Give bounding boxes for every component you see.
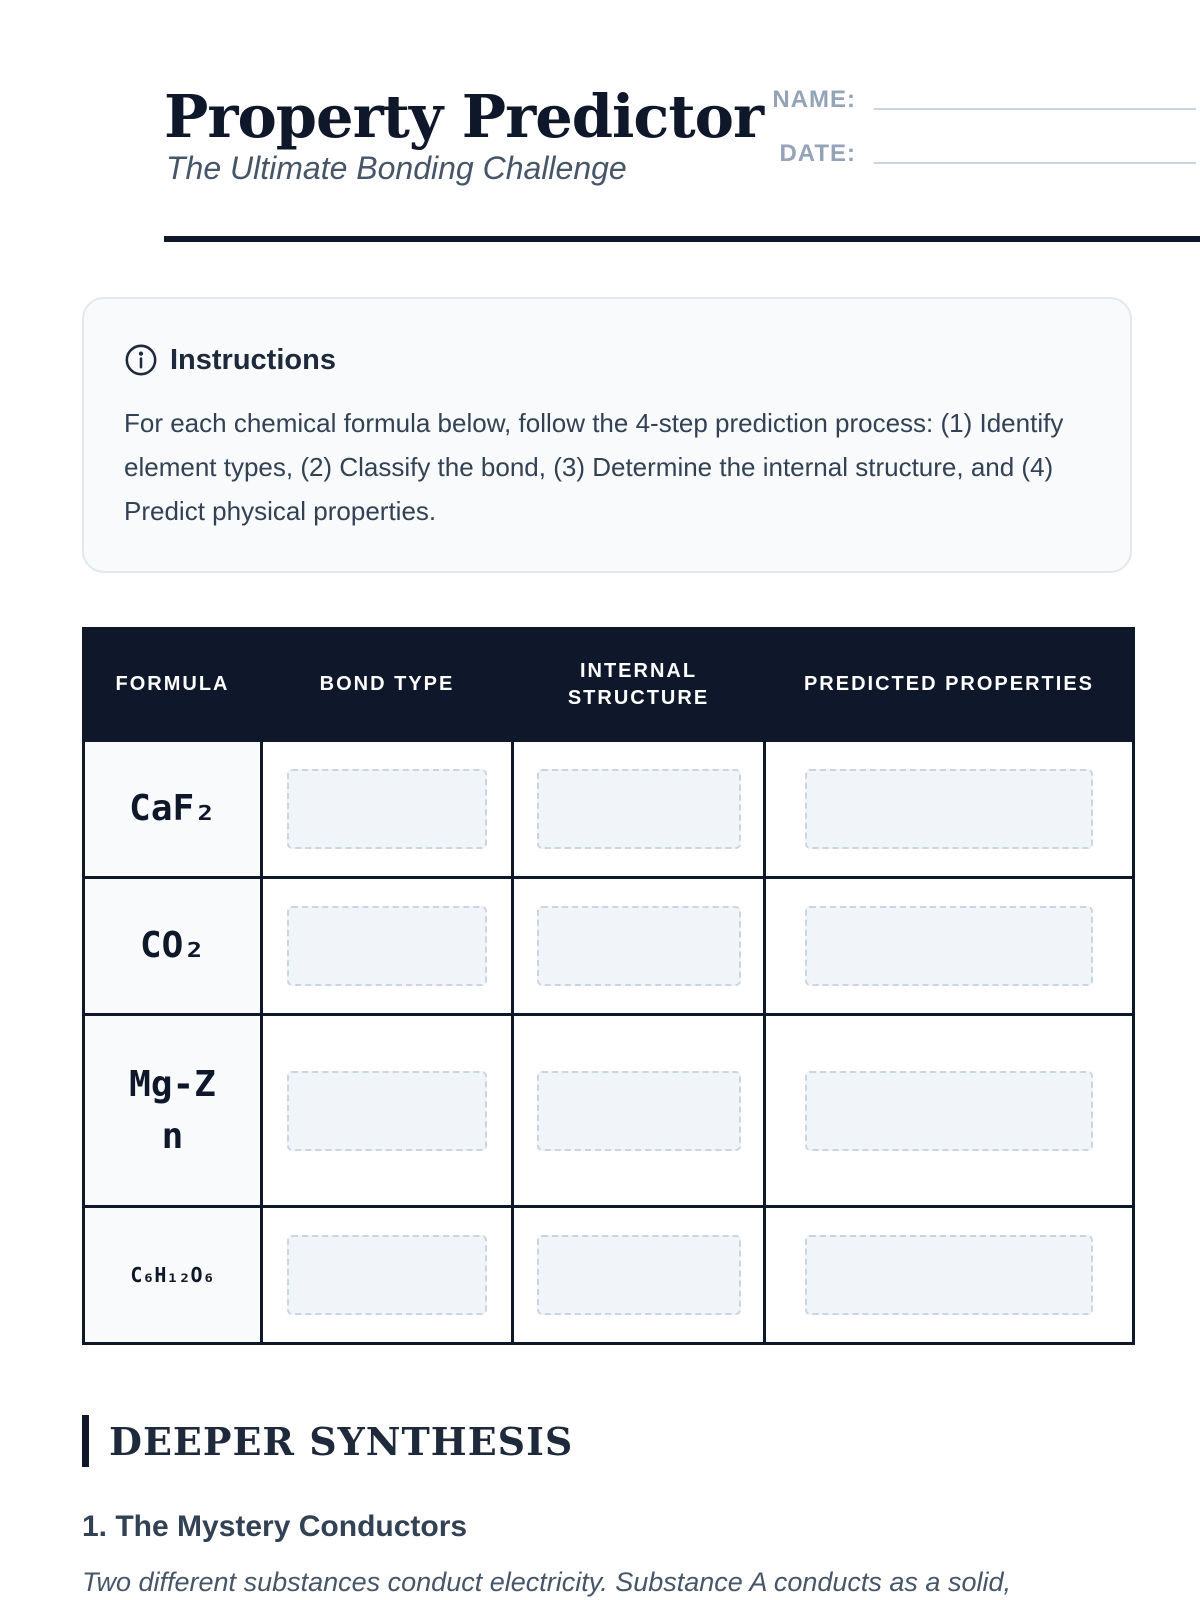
worksheet-header bbox=[82, 0, 1118, 244]
bond-type-answer-box[interactable] bbox=[287, 1071, 487, 1151]
internal-structure-answer-box[interactable] bbox=[537, 1071, 741, 1151]
date-field bbox=[754, 140, 1196, 168]
formula-cell: C₆H₁₂O₆ bbox=[84, 1207, 262, 1344]
bond-type-cell bbox=[262, 741, 513, 878]
column-header-bond-type: BOND TYPE bbox=[262, 629, 513, 741]
column-header-internal-structure-label: INTERNAL STRUCTURE bbox=[567, 659, 710, 709]
bond-type-cell bbox=[262, 1207, 513, 1344]
predicted-properties-cell bbox=[765, 878, 1134, 1015]
name-field bbox=[754, 86, 1196, 114]
predicted-properties-answer-box[interactable] bbox=[805, 1235, 1093, 1315]
table-row bbox=[84, 741, 1134, 878]
predicted-properties-cell bbox=[765, 1207, 1134, 1344]
internal-structure-cell bbox=[513, 878, 765, 1015]
column-header-internal-structure bbox=[513, 629, 765, 741]
bond-type-cell bbox=[262, 878, 513, 1015]
column-header-formula: FORMULA bbox=[84, 629, 262, 741]
date-label: DATE: bbox=[779, 140, 856, 167]
internal-structure-cell bbox=[513, 1207, 765, 1344]
question-title: 1. The Mystery Conductors bbox=[82, 1510, 468, 1543]
bond-type-cell bbox=[262, 1015, 513, 1207]
table-row bbox=[84, 1207, 1134, 1344]
info-icon bbox=[124, 343, 158, 377]
header-divider bbox=[164, 236, 1200, 242]
bond-type-answer-box[interactable] bbox=[287, 769, 487, 849]
bond-type-answer-box[interactable] bbox=[287, 906, 487, 986]
instructions-title: Instructions bbox=[170, 343, 336, 376]
predicted-properties-cell bbox=[765, 741, 1134, 878]
internal-structure-cell bbox=[513, 741, 765, 878]
internal-structure-answer-box[interactable] bbox=[537, 1235, 741, 1315]
formula-text: Mg-Zn bbox=[129, 1063, 216, 1157]
formula-cell bbox=[84, 1015, 262, 1207]
question-text: Two different substances conduct electricity. Substance A conducts as a solid, bbox=[82, 1567, 1011, 1597]
predicted-properties-answer-box[interactable] bbox=[805, 906, 1093, 986]
formula-cell: CO₂ bbox=[84, 878, 262, 1015]
table-row bbox=[84, 878, 1134, 1015]
table-row bbox=[84, 1015, 1134, 1207]
page-subtitle: The Ultimate Bonding Challenge bbox=[166, 150, 627, 186]
section-heading: DEEPER SYNTHESIS bbox=[82, 1415, 573, 1467]
bond-type-answer-box[interactable] bbox=[287, 1235, 487, 1315]
predicted-properties-answer-box[interactable] bbox=[805, 1071, 1093, 1151]
prediction-table bbox=[82, 627, 1135, 1345]
predicted-properties-answer-box[interactable] bbox=[805, 769, 1093, 849]
instructions-text: For each chemical formula below, follow the 4-step prediction process: (1) Identify element types, (2) Classify the bond, (3) Determine the internal structure, and (4) Predict physical properties. bbox=[124, 408, 1064, 526]
instructions-panel bbox=[82, 297, 1132, 573]
page-title: Property Predictor bbox=[164, 82, 764, 151]
instructions-header bbox=[124, 343, 1090, 377]
internal-structure-cell bbox=[513, 1015, 765, 1207]
internal-structure-answer-box[interactable] bbox=[537, 906, 741, 986]
date-input-line[interactable] bbox=[874, 162, 1196, 164]
table-header-row bbox=[84, 629, 1134, 741]
predicted-properties-cell bbox=[765, 1015, 1134, 1207]
name-input-line[interactable] bbox=[874, 108, 1196, 110]
formula-cell: CaF₂ bbox=[84, 741, 262, 878]
internal-structure-answer-box[interactable] bbox=[537, 769, 741, 849]
name-label: NAME: bbox=[772, 86, 856, 113]
column-header-predicted-properties: PREDICTED PROPERTIES bbox=[765, 629, 1134, 741]
